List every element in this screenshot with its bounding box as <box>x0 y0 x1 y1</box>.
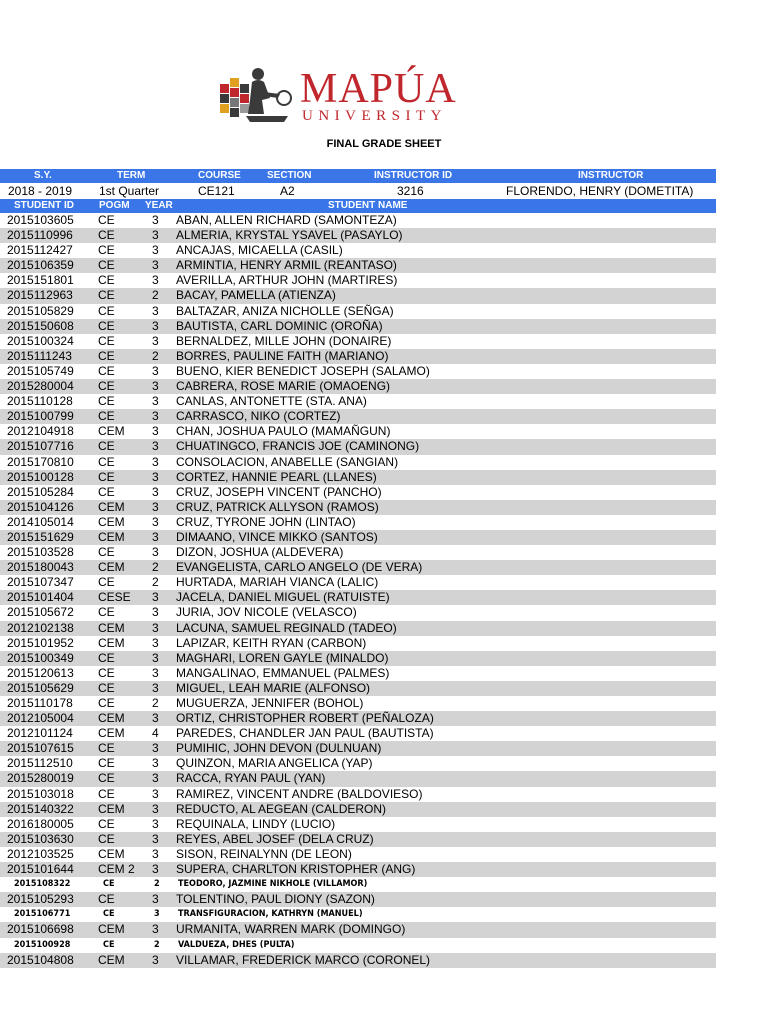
student-id-cell: 2015151629 <box>7 529 74 544</box>
student-name-cell: ANCAJAS, MICAELLA (CASIL) <box>176 243 343 258</box>
pogm-cell: CEM <box>98 846 125 861</box>
pogm-cell: CE <box>98 650 115 665</box>
student-id-cell: 2015100324 <box>7 333 74 348</box>
student-id-cell: 2015170810 <box>7 454 74 469</box>
student-name-cell: DIZON, JOSHUA (ALDEVERA) <box>176 545 344 560</box>
table-row <box>0 288 716 303</box>
pogm-cell: CE <box>98 454 115 469</box>
table-row <box>0 681 716 696</box>
pogm-cell: CE <box>98 831 115 846</box>
year-cell: 3 <box>152 741 159 756</box>
student-name-cell: CABRERA, ROSE MARIE (OMAOENG) <box>176 379 391 394</box>
year-cell: 3 <box>152 786 159 801</box>
table-row <box>0 530 716 545</box>
table-row <box>0 756 716 771</box>
pogm-cell: CE <box>98 409 115 424</box>
pogm-cell: CE <box>98 348 115 363</box>
year-cell: 2 <box>152 560 159 575</box>
year-cell: 3 <box>152 318 159 333</box>
student-name-cell: BORRES, PAULINE FAITH (MARIANO) <box>176 348 389 363</box>
page-title: FINAL GRADE SHEET <box>326 138 442 150</box>
pogm-cell: CE <box>98 439 115 454</box>
student-name-cell: AVERILLA, ARTHUR JOHN (MARTIRES) <box>176 273 398 288</box>
student-id-cell: 2015103630 <box>7 831 74 846</box>
table-row <box>0 455 716 470</box>
year-cell: 3 <box>152 650 159 665</box>
student-id-cell: 2015108322 <box>14 879 71 890</box>
pogm-cell: CEM <box>98 620 125 635</box>
student-id-cell: 2015101404 <box>7 590 74 605</box>
column-student-name: STUDENT NAME <box>328 200 408 211</box>
student-id-cell: 2015120613 <box>7 665 74 680</box>
university-logo <box>218 64 458 128</box>
table-row <box>0 379 716 394</box>
student-name-cell: CRUZ, PATRICK ALLYSON (RAMOS) <box>176 499 379 514</box>
table-row <box>0 439 716 454</box>
student-name-cell: HURTADA, MARIAH VIANCA (LALIC) <box>176 575 379 590</box>
pogm-cell: CE <box>98 741 115 756</box>
year-cell: 3 <box>152 620 159 635</box>
student-name-cell: SISON, REINALYNN (DE LEON) <box>176 846 352 861</box>
year-cell: 4 <box>152 726 159 741</box>
year-cell: 3 <box>152 665 159 680</box>
year-cell: 3 <box>152 922 159 937</box>
seal-emblem-icon <box>218 64 298 126</box>
pogm-cell: CE <box>98 575 115 590</box>
pogm-cell: CE <box>98 605 115 620</box>
table-row <box>0 273 716 288</box>
student-id-cell: 2015104126 <box>7 499 74 514</box>
pogm-cell: CE <box>98 213 115 227</box>
student-name-cell: JACELA, DANIEL MIGUEL (RATUISTE) <box>176 590 390 605</box>
table-row <box>0 953 716 968</box>
pogm-cell: CEM <box>98 726 125 741</box>
student-id-cell: 2015112510 <box>7 756 73 771</box>
student-name-cell: DIMAANO, VINCE MIKKO (SANTOS) <box>176 529 378 544</box>
year-cell: 3 <box>152 771 159 786</box>
table-row <box>0 696 716 711</box>
student-name-cell: QUINZON, MARIA ANGELICA (YAP) <box>176 756 373 771</box>
year-cell: 3 <box>152 243 159 258</box>
student-name-cell: BAUTISTA, CARL DOMINIC (OROÑA) <box>176 318 383 333</box>
pogm-cell: CEM <box>98 424 125 439</box>
pogm-cell: CE <box>98 333 115 348</box>
student-id-cell: 2015105672 <box>7 605 74 620</box>
pogm-cell: CE <box>98 288 115 303</box>
table-row <box>0 771 716 786</box>
year-cell: 3 <box>152 605 159 620</box>
pogm-cell: CE <box>98 273 115 288</box>
student-name-cell: BERNALDEZ, MILLE JOHN (DONAIRE) <box>176 333 392 348</box>
student-id-cell: 2015101952 <box>7 635 74 650</box>
student-id-cell: 2015151801 <box>7 273 74 288</box>
student-name-cell: RACCA, RYAN PAUL (YAN) <box>176 771 326 786</box>
year-cell: 3 <box>152 363 159 378</box>
pogm-cell: CE <box>98 318 115 333</box>
pogm-cell: CE <box>103 879 115 890</box>
header-section: SECTION <box>267 170 312 181</box>
year-cell: 3 <box>152 228 159 243</box>
pogm-cell: CEM <box>98 922 125 937</box>
student-name-cell: VALDUEZA, DHES (PULTA) <box>178 939 295 950</box>
year-cell: 3 <box>152 862 159 877</box>
pogm-cell: CEM <box>98 801 125 816</box>
student-name-cell: CONSOLACION, ANABELLE (SANGIAN) <box>176 454 399 469</box>
table-row <box>0 922 716 937</box>
year-cell: 3 <box>152 590 159 605</box>
year-cell: 2 <box>152 348 159 363</box>
pogm-cell: CEM 2 <box>98 862 135 877</box>
student-id-cell: 2015105749 <box>7 363 74 378</box>
year-cell: 3 <box>152 379 159 394</box>
info-values-row <box>0 183 716 199</box>
year-cell: 2 <box>152 696 159 710</box>
student-id-cell: 2015100799 <box>7 409 74 424</box>
table-row <box>0 862 716 877</box>
year-cell: 3 <box>152 635 159 650</box>
student-id-cell: 2015105293 <box>7 892 74 907</box>
student-name-cell: CANLAS, ANTONETTE (STA. ANA) <box>176 394 367 409</box>
year-cell: 3 <box>152 892 159 907</box>
student-name-cell: MAGHARI, LOREN GAYLE (MINALDO) <box>176 650 389 665</box>
table-row <box>0 409 716 424</box>
header-term: TERM <box>117 170 146 181</box>
pogm-cell: CE <box>98 756 115 771</box>
student-name-cell: SUPERA, CHARLTON KRISTOPHER (ANG) <box>176 862 416 877</box>
table-row <box>0 636 716 651</box>
table-row <box>0 787 716 802</box>
student-id-cell: 2015180043 <box>7 560 74 575</box>
header-instructor-id: INSTRUCTOR ID <box>374 170 453 181</box>
header-instructor: INSTRUCTOR <box>578 170 644 181</box>
pogm-cell: CE <box>98 363 115 378</box>
student-name-cell: BALTAZAR, ANIZA NICHOLLE (SEÑGA) <box>176 303 394 318</box>
table-row <box>0 394 716 409</box>
student-name-cell: REYES, ABEL JOSEF (DELA CRUZ) <box>176 831 374 846</box>
table-row <box>0 319 716 334</box>
year-cell: 3 <box>152 469 159 484</box>
student-name-cell: CRUZ, TYRONE JOHN (LINTAO) <box>176 514 356 529</box>
table-row <box>0 832 716 847</box>
table-row <box>0 470 716 485</box>
table-row <box>0 877 716 892</box>
year-cell: 3 <box>152 846 159 861</box>
year-cell: 3 <box>152 439 159 454</box>
student-id-cell: 2015107716 <box>7 439 74 454</box>
pogm-cell: CE <box>98 696 115 710</box>
student-id-cell: 2012102138 <box>7 620 74 635</box>
year-cell: 3 <box>152 514 159 529</box>
student-name-cell: LAPIZAR, KEITH RYAN (CARBON) <box>176 635 367 650</box>
year-cell: 3 <box>152 424 159 439</box>
table-row <box>0 741 716 756</box>
student-id-cell: 2015105629 <box>7 680 74 695</box>
pogm-cell: CE <box>98 228 115 243</box>
student-name-cell: BACAY, PAMELLA (ATIENZA) <box>176 288 336 303</box>
student-name-cell: LACUNA, SAMUEL REGINALD (TADEO) <box>176 620 397 635</box>
table-row <box>0 666 716 681</box>
student-id-cell: 2012103525 <box>7 846 74 861</box>
student-id-cell: 2014105014 <box>7 514 74 529</box>
student-id-cell: 2015112427 <box>7 243 73 258</box>
student-name-cell: MIGUEL, LEAH MARIE (ALFONSO) <box>176 680 371 695</box>
table-row <box>0 228 716 243</box>
student-id-cell: 2015103018 <box>7 786 74 801</box>
table-row <box>0 907 716 922</box>
pogm-cell: CEM <box>98 635 125 650</box>
table-row <box>0 515 716 530</box>
year-cell: 3 <box>152 303 159 318</box>
year-cell: 3 <box>152 394 159 409</box>
year-cell: 3 <box>152 333 159 348</box>
student-name-cell: URMANITA, WARREN MARK (DOMINGO) <box>176 922 406 937</box>
student-name-cell: EVANGELISTA, CARLO ANGELO (DE VERA) <box>176 560 423 575</box>
year-cell: 3 <box>152 952 159 967</box>
pogm-cell: CE <box>98 303 115 318</box>
table-row <box>0 243 716 258</box>
pogm-cell: CE <box>98 258 115 273</box>
table-row <box>0 485 716 500</box>
student-id-cell: 2015107615 <box>7 741 74 756</box>
info-header-row <box>0 169 716 183</box>
student-id-cell: 2015280019 <box>7 771 74 786</box>
pogm-cell: CE <box>98 469 115 484</box>
student-id-cell: 2015106771 <box>14 909 71 920</box>
student-table <box>0 213 716 968</box>
value-course: CE121 <box>198 184 235 198</box>
table-row <box>0 847 716 862</box>
value-sy: 2018 - 2019 <box>8 184 73 198</box>
student-id-cell: 2015100928 <box>14 939 71 950</box>
pogm-cell: CE <box>103 909 115 920</box>
student-name-cell: ALMERIA, KRYSTAL YSAVEL (PASAYLO) <box>176 228 403 243</box>
table-row <box>0 545 716 560</box>
pogm-cell: CE <box>103 939 115 950</box>
student-id-cell: 2015106359 <box>7 258 74 273</box>
pogm-cell: CE <box>98 892 115 907</box>
student-name-cell: CHAN, JOSHUA PAULO (MAMAÑGUN) <box>176 424 391 439</box>
pogm-cell: CEM <box>98 499 125 514</box>
pogm-cell: CEM <box>98 560 125 575</box>
student-name-cell: JURIA, JOV NICOLE (VELASCO) <box>176 605 357 620</box>
student-name-cell: MUGUERZA, JENNIFER (BOHOL) <box>176 696 364 710</box>
pogm-cell: CE <box>98 786 115 801</box>
student-name-cell: VILLAMAR, FREDERICK MARCO (CORONEL) <box>176 952 431 967</box>
year-cell: 3 <box>152 409 159 424</box>
student-id-cell: 2015100128 <box>7 469 74 484</box>
year-cell: 2 <box>154 939 160 950</box>
year-cell: 2 <box>154 879 160 890</box>
table-row <box>0 892 716 907</box>
pogm-cell: CE <box>98 243 115 258</box>
pogm-cell: CE <box>98 665 115 680</box>
student-id-cell: 2012101124 <box>7 726 73 741</box>
year-cell: 3 <box>152 801 159 816</box>
table-row <box>0 364 716 379</box>
pogm-cell: CEM <box>98 952 125 967</box>
year-cell: 3 <box>152 499 159 514</box>
student-name-cell: CARRASCO, NIKO (CORTEZ) <box>176 409 341 424</box>
pogm-cell: CE <box>98 545 115 560</box>
pogm-cell: CE <box>98 771 115 786</box>
table-row <box>0 651 716 666</box>
value-term: 1st Quarter <box>99 184 160 198</box>
table-row <box>0 213 716 228</box>
student-id-cell: 2015103605 <box>7 213 74 227</box>
year-cell: 2 <box>152 288 159 303</box>
pogm-cell: CE <box>98 379 115 394</box>
student-name-cell: PAREDES, CHANDLER JAN PAUL (BAUTISTA) <box>176 726 434 741</box>
header-sy: S.Y. <box>34 170 52 181</box>
year-cell: 3 <box>152 213 159 227</box>
student-id-cell: 2015100349 <box>7 650 74 665</box>
student-id-cell: 2015101644 <box>7 862 74 877</box>
student-name-cell: TOLENTINO, PAUL DIONY (SAZON) <box>176 892 375 907</box>
student-id-cell: 2015107347 <box>7 575 74 590</box>
student-id-cell: 2015140322 <box>7 801 74 816</box>
table-row <box>0 560 716 575</box>
student-name-cell: MANGALINAO, EMMANUEL (PALMES) <box>176 665 390 680</box>
student-id-cell: 2015104808 <box>7 952 74 967</box>
table-row <box>0 349 716 364</box>
year-cell: 3 <box>152 484 159 499</box>
table-row <box>0 605 716 620</box>
table-header-row <box>0 199 716 213</box>
student-id-cell: 2015110128 <box>7 394 73 409</box>
table-row <box>0 621 716 636</box>
student-id-cell: 2015150608 <box>7 318 74 333</box>
student-id-cell: 2012105004 <box>7 711 74 726</box>
student-name-cell: ORTIZ, CHRISTOPHER ROBERT (PEÑALOZA) <box>176 711 434 726</box>
student-name-cell: TEODORO, JAZMINE NIKHOLE (VILLAMOR) <box>178 879 368 890</box>
year-cell: 3 <box>152 680 159 695</box>
table-row <box>0 334 716 349</box>
table-row <box>0 500 716 515</box>
year-cell: 2 <box>152 575 159 590</box>
table-row <box>0 424 716 439</box>
student-id-cell: 2015112963 <box>7 288 73 303</box>
student-name-cell: REDUCTO, AL AEGEAN (CALDERON) <box>176 801 387 816</box>
student-id-cell: 2015110996 <box>7 228 73 243</box>
year-cell: 3 <box>152 273 159 288</box>
student-id-cell: 2015103528 <box>7 545 74 560</box>
table-row <box>0 938 716 953</box>
pogm-cell: CE <box>98 680 115 695</box>
logo-wordmark: MAPÚA <box>300 66 457 112</box>
student-name-cell: BUENO, KIER BENEDICT JOSEPH (SALAMO) <box>176 363 430 378</box>
column-pogm: POGM <box>99 200 130 211</box>
pogm-cell: CE <box>98 394 115 409</box>
table-row <box>0 817 716 832</box>
pogm-cell: CE <box>98 816 115 831</box>
student-id-cell: 2015105284 <box>7 484 74 499</box>
table-row <box>0 575 716 590</box>
table-row <box>0 304 716 319</box>
student-name-cell: TRANSFIGURACION, KATHRYN (MANUEL) <box>178 909 363 920</box>
pogm-cell: CEM <box>98 711 125 726</box>
student-id-cell: 2015110178 <box>7 696 73 710</box>
table-row <box>0 590 716 605</box>
pogm-cell: CESE <box>98 590 131 605</box>
column-year: YEAR <box>145 200 173 211</box>
table-row <box>0 711 716 726</box>
value-section: A2 <box>280 184 295 198</box>
student-name-cell: REQUINALA, LINDY (LUCIO) <box>176 816 336 831</box>
student-name-cell: CORTEZ, HANNIE PEARL (LLANES) <box>176 469 377 484</box>
pogm-cell: CEM <box>98 529 125 544</box>
year-cell: 3 <box>152 258 159 273</box>
student-id-cell: 2015111243 <box>7 348 72 363</box>
year-cell: 3 <box>152 454 159 469</box>
student-name-cell: ARMINTIA, HENRY ARMIL (REANTASO) <box>176 258 397 273</box>
year-cell: 3 <box>152 545 159 560</box>
student-id-cell: 2012104918 <box>7 424 74 439</box>
student-name-cell: CRUZ, JOSEPH VINCENT (PANCHO) <box>176 484 382 499</box>
logo-subtitle: UNIVERSITY <box>302 108 447 124</box>
header-course: COURSE <box>198 170 241 181</box>
student-name-cell: ABAN, ALLEN RICHARD (SAMONTEZA) <box>176 213 397 227</box>
student-id-cell: 2015280004 <box>7 379 74 394</box>
value-instructor-id: 3216 <box>397 184 424 198</box>
pogm-cell: CE <box>98 484 115 499</box>
year-cell: 3 <box>152 711 159 726</box>
table-row <box>0 726 716 741</box>
student-id-cell: 2015106698 <box>7 922 74 937</box>
year-cell: 3 <box>152 816 159 831</box>
year-cell: 3 <box>152 529 159 544</box>
student-id-cell: 2015105829 <box>7 303 74 318</box>
student-name-cell: CHUATINGCO, FRANCIS JOE (CAMINONG) <box>176 439 420 454</box>
year-cell: 3 <box>152 756 159 771</box>
year-cell: 3 <box>152 831 159 846</box>
table-row <box>0 258 716 273</box>
column-student-id: STUDENT ID <box>14 200 74 211</box>
table-row <box>0 802 716 817</box>
year-cell: 3 <box>154 909 160 920</box>
student-name-cell: RAMIREZ, VINCENT ANDRE (BALDOVIESO) <box>176 786 423 801</box>
pogm-cell: CEM <box>98 514 125 529</box>
student-id-cell: 2016180005 <box>7 816 74 831</box>
value-instructor: FLORENDO, HENRY (DOMETITA) <box>506 184 694 198</box>
student-name-cell: PUMIHIC, JOHN DEVON (DULNUAN) <box>176 741 382 756</box>
